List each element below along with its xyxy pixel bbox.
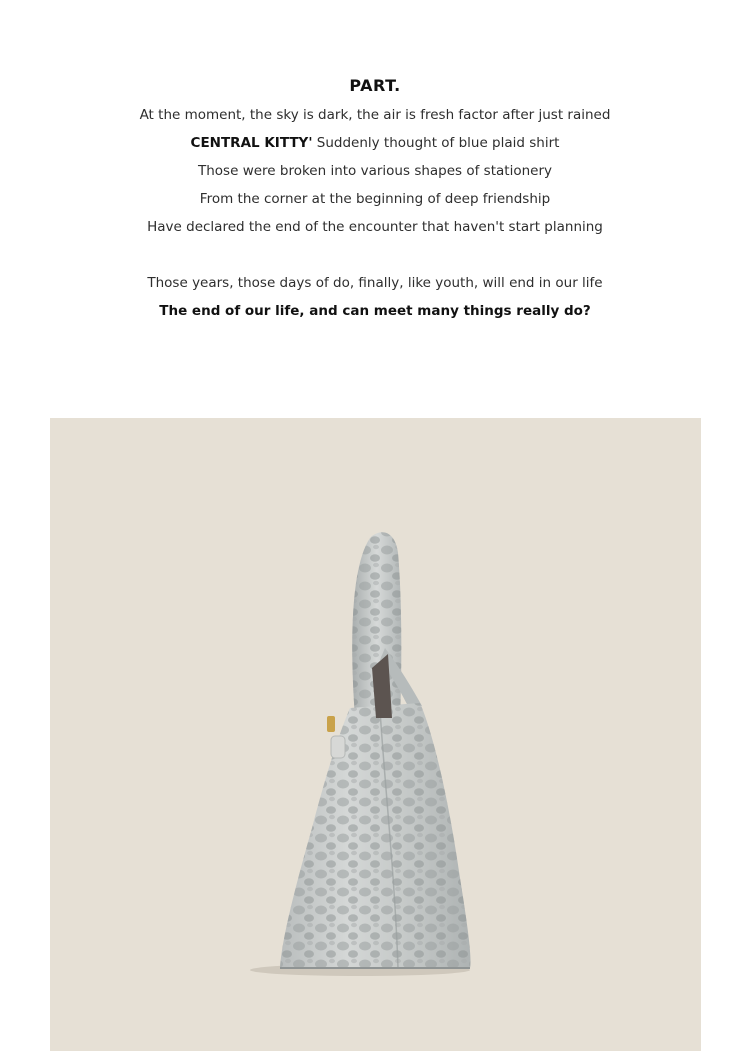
product-photo: [50, 418, 701, 1051]
text-line-1: At the moment, the sky is dark, the air is fresh factor after just rained: [139, 107, 611, 123]
text-line-4: From the corner at the beginning of deep friendship: [199, 191, 551, 207]
text-line-2-body: Suddenly thought of blue plaid shirt: [316, 135, 560, 151]
text-line-3: Those were broken into various shapes of stationery: [198, 163, 552, 179]
text-line-7: The end of our life, and can meet many things really do?: [159, 303, 591, 319]
brand-name: CENTRAL KITTY': [190, 135, 313, 151]
handbag-illustration: [50, 418, 701, 1051]
section-title: PART.: [349, 76, 401, 95]
text-line-6: Those years, those days of do, finally, like youth, will end in our life: [147, 275, 603, 291]
text-line-2: [0, 134, 750, 152]
text-line-5: Have declared the end of the encounter that haven't start planning: [147, 219, 603, 235]
